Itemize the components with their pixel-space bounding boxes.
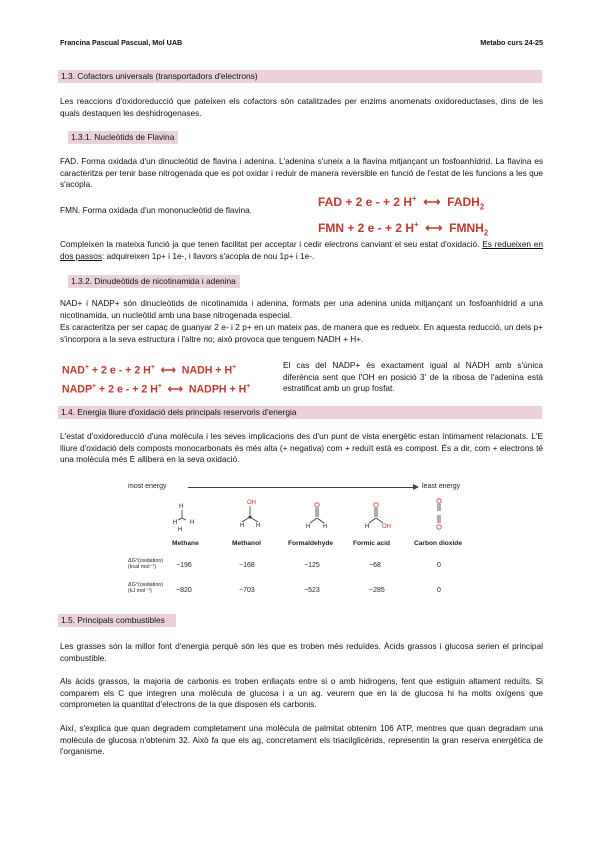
kj-value: 0 <box>437 587 441 594</box>
section-1-4-paragraph: L'estat d'oxidoreducció d'una molècula i les seves implicacions des d'un punt de vista energètic estan íntimament relacionats. L'E lliure d'oxidació dels composts monocarbonats és més alta (+ negativa) com + reduït està es compost. És a dir, com + electrons té una molècula més E allibera en la seva oxidació. <box>60 431 543 465</box>
section-1-5-title: 1.5. Principals combustibles <box>58 614 176 627</box>
most-energy-label: most energy <box>128 483 167 490</box>
svg-text:H: H <box>173 520 178 526</box>
section-1-4-title: 1.4. Energia lliure d'oxidació dels principals reservoris d'energia <box>58 406 542 419</box>
section-1-5-paragraph-1: Les grasses són la millor font d'energia perquè són les que es troben més reduïdes. Àcids grassos i glucosa serien el principal combustible. <box>60 641 543 663</box>
energy-arrow <box>188 487 416 488</box>
least-energy-label: least energy <box>422 483 461 490</box>
kj-value: −703 <box>239 587 255 594</box>
compound-name: Methanol <box>232 540 261 547</box>
header-course: Metabo curs 24-25 <box>480 38 543 47</box>
kcal-value: −196 <box>176 562 192 569</box>
compound-name: Carbon dioxide <box>414 540 462 547</box>
kcal-value: −68 <box>369 562 381 569</box>
kcal-value: 0 <box>437 562 441 569</box>
svg-text:H: H <box>365 524 370 530</box>
fmn-equation: FMN + 2 e - + 2 H+ ⟷ $FMNH_2$ <box>318 220 489 238</box>
nadp-equation: NADP+ + 2 e - + 2 H+ ⟷ NADPH + H+ <box>62 382 251 396</box>
compound-name: Formic acid <box>353 540 391 547</box>
section-1-3-1-title: 1.3.1. Nucleòtids de Flavina <box>68 131 178 144</box>
compound-name: Methane <box>172 540 199 547</box>
section-1-5-paragraph-3: Així, s'explica que quan degradem completament una molècula de palmitat obtenim 106 ATP, mentres que quan degradam una molècula de glucosa n'obtenim 32. Això fa que els ag, concretament els triacilglicèrids, representin la gran reserva energètica de l'organisme. <box>60 723 543 757</box>
flavin-equations <box>318 190 488 243</box>
kj-value: −523 <box>304 587 320 594</box>
kcal-value: −168 <box>239 562 255 569</box>
oxidation-energy-figure <box>128 478 473 602</box>
nad-paragraph-2: Es caracteritza per ser capaç de guanyar 2 e- i 2 p+ en un mateix pas, de manera que es redueix. En aquesta reducció, un dels p+ s'incorpora a la seva estructura i l'altre no; això provoca que tenguem NADH + H+. <box>60 322 543 344</box>
svg-text:H: H <box>178 527 183 533</box>
kcal-value: −125 <box>304 562 320 569</box>
methanol-structure <box>240 500 260 529</box>
nad-equation: NAD+ + 2 e - + 2 H+ ⟷ NADH + H+ <box>62 364 237 377</box>
svg-text:H: H <box>323 524 328 530</box>
kj-value: −820 <box>176 587 192 594</box>
formaldehyde-structure <box>306 503 327 530</box>
svg-text:H: H <box>306 524 311 530</box>
nadp-note: El cas del NADP+ és exactament igual al NADH amb s'única diferència sent que l'OH en posició 3' de la ribosa de l'adenina està estratificat amb un grup fosfat. <box>283 360 543 394</box>
methane-structure <box>173 504 194 533</box>
svg-text:OH: OH <box>382 524 391 530</box>
svg-text:H: H <box>179 504 184 510</box>
molecule-structures <box>128 496 473 538</box>
kj-row-label: ΔG°(oxidation) (kJ mol⁻¹) <box>128 582 164 594</box>
svg-text:H: H <box>256 523 261 529</box>
formic-acid-structure <box>365 503 391 530</box>
svg-text:OH: OH <box>247 500 256 506</box>
fad-paragraph: FAD. Forma oxidada d'un dinucleòtid de flavina i adenina. L'adenina s'uneix a la flavina mitjançant un fosfoanhídrid. La flavina es caracteritza per tenir base nitrogenada que es pot oxidar i reduir de manera reversible en funció de l'estat de les funcions a les que s'acopla. <box>60 156 543 190</box>
kj-value: −285 <box>369 587 385 594</box>
compound-name: Formaldehyde <box>288 540 334 547</box>
header-author: Francina Pascual Pascual, Mol UAB <box>60 38 183 47</box>
nicotinamide-equations <box>62 360 250 397</box>
fad-equation: FAD + 2 e - + 2 H+ ⟷ $FADH_2$ <box>318 194 485 212</box>
section-1-5-paragraph-2: Als àcids grassos, la majoria de carbonis es troben enllaçats entre si o amb hidrogens, fent que estiguin altament reduïts. Si comparem els C que integren una molècula de glucosa i a un ag. veurem que en la de glucosa hi ha molts oxígens que comprometen la quantitat d'electrons de la que disposen els carbonis. <box>60 676 543 710</box>
fmn-paragraph: FMN. Forma oxidada d'un mononucleòtid de flavina. <box>60 205 253 215</box>
section-1-3-intro: Les reaccions d'oxidoreducció que pateixen els cofactors són catalitzades per enzims anomenats oxidoreductases, dins de les quals destaquen les deshidrogenases. <box>60 96 543 118</box>
section-1-3-title: 1.3. Cofactors universals (transportadors d'electrons) <box>58 70 542 83</box>
svg-text:H: H <box>240 523 245 529</box>
carbon-dioxide-structure <box>437 499 441 529</box>
kcal-row-label: ΔG°(oxidation) (kcal mol⁻¹) <box>128 558 164 570</box>
nad-paragraph-1: NAD+ i NADP+ són dinucleòtids de nicotinamida i adenina, formats per una adenina unida mitjançant un fosfoanhídrid a una nicotinamida, un nucleòtid amb una base nitrogenada especial. <box>60 298 543 320</box>
svg-text:H: H <box>190 520 195 526</box>
energy-arrow-head <box>413 484 419 490</box>
flavin-function-paragraph: Compleixen la mateixa funció ja que tenen facilitat per acceptar i cedir electrons canviant el seu estat d'oxidació. Es redueixen en dos passos: adquireixen 1p+ i 1e-, i llavors s'acopla de nou 1p+ i 1e-. <box>60 239 543 261</box>
section-1-3-2-title: 1.3.2. Dinudeòtids de nicotinamida i adenina <box>68 275 240 288</box>
